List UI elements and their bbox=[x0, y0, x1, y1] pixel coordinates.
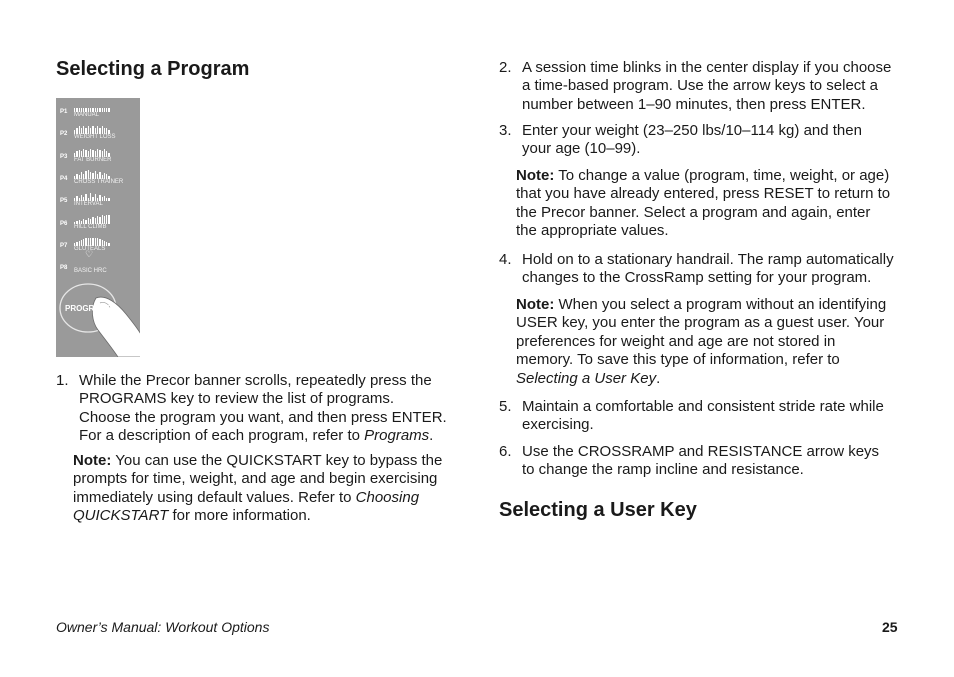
profile-bar bbox=[92, 217, 93, 224]
profile-bar bbox=[99, 108, 100, 112]
note-label: Note: bbox=[516, 167, 555, 184]
program-name: INTERVAL bbox=[74, 201, 103, 208]
step-text bbox=[522, 59, 907, 114]
program-code: P2 bbox=[60, 131, 68, 138]
step-line: PROGRAMS key to review the list of programs. bbox=[79, 390, 395, 408]
profile-bar bbox=[104, 216, 105, 224]
note-line: preferences for weight and age are not stored in bbox=[516, 332, 836, 350]
note-label: Note: bbox=[516, 296, 555, 313]
profile-bar bbox=[97, 149, 98, 157]
step-line: number between 1–90 minutes, then press ENTER. bbox=[522, 95, 866, 113]
text-run: For a description of each program, refer to bbox=[79, 427, 365, 445]
program-code: P6 bbox=[60, 220, 68, 227]
profile-bar bbox=[85, 194, 86, 201]
text-run: for more information. bbox=[168, 507, 311, 525]
note-line: USER key, you enter the program as a guest user. Your bbox=[516, 314, 885, 332]
step-text bbox=[522, 443, 907, 480]
program-code: P7 bbox=[60, 242, 68, 249]
program-code: P1 bbox=[60, 109, 68, 115]
cross-reference: Selecting a User Key bbox=[516, 369, 657, 387]
program-code: P8 bbox=[60, 265, 68, 272]
profile-bar bbox=[106, 242, 107, 246]
profile-bar bbox=[79, 126, 80, 134]
step-number: 3. bbox=[499, 122, 512, 139]
step-number: 6. bbox=[499, 443, 512, 460]
profile-bar bbox=[90, 193, 91, 201]
step-text bbox=[522, 398, 907, 435]
step-number: 4. bbox=[499, 251, 512, 268]
step-line: your age (10–99). bbox=[522, 140, 641, 158]
program-name: BASIC HRC bbox=[74, 268, 107, 275]
note-line bbox=[516, 296, 906, 314]
profile-bar bbox=[99, 172, 100, 179]
step-line: a time-based program. Use the arrow keys to select a bbox=[522, 77, 878, 95]
profile-bar bbox=[97, 238, 98, 246]
program-code: P5 bbox=[60, 198, 68, 205]
step-text bbox=[522, 122, 907, 159]
program-row-p1 bbox=[56, 104, 140, 124]
profile-bar bbox=[102, 108, 103, 112]
step-line: to change the ramp incline and resistance. bbox=[522, 461, 804, 479]
profile-bar bbox=[95, 194, 96, 201]
profile-bar bbox=[106, 108, 107, 112]
program-profile-icon bbox=[74, 237, 110, 246]
program-row-p7 bbox=[56, 238, 140, 258]
note-label: Note: bbox=[73, 452, 112, 469]
profile-bar bbox=[95, 238, 96, 246]
program-profile-icon bbox=[74, 215, 110, 224]
profile-bar bbox=[104, 196, 105, 201]
profile-bar bbox=[90, 149, 91, 157]
program-profile-icon bbox=[74, 125, 110, 134]
step-line: Enter your weight (23–250 lbs/10–114 kg) and then bbox=[522, 122, 862, 139]
program-row-p6 bbox=[56, 216, 140, 236]
step-number: 5. bbox=[499, 398, 512, 415]
profile-bar bbox=[79, 150, 80, 157]
note-line bbox=[516, 167, 906, 185]
profile-bar bbox=[108, 243, 109, 246]
program-row-p2 bbox=[56, 126, 140, 146]
step-line: changes to the CrossRamp setting for your program. bbox=[522, 269, 872, 287]
profile-bar bbox=[104, 149, 105, 157]
step-line: Use the CROSSRAMP and RESISTANCE arrow keys bbox=[522, 443, 880, 460]
profile-bar bbox=[99, 150, 100, 157]
step-line bbox=[79, 427, 459, 445]
profile-bar bbox=[108, 198, 109, 201]
note-line bbox=[73, 489, 463, 507]
cross-reference: QUICKSTART bbox=[73, 507, 169, 525]
profile-bar bbox=[92, 238, 93, 246]
program-code: P4 bbox=[60, 175, 68, 182]
program-name: WEIGHT LOSS bbox=[74, 134, 116, 141]
profile-bar bbox=[85, 238, 86, 246]
program-row-p8 bbox=[56, 260, 140, 280]
profile-bar bbox=[90, 172, 91, 179]
text-run: immediately using default values. Refer to bbox=[73, 488, 356, 506]
step-number: 2. bbox=[499, 59, 512, 76]
profile-bar bbox=[108, 108, 109, 112]
text-run: To change a value (program, time, weight, or age) bbox=[554, 167, 890, 184]
program-name: GLUTEALS bbox=[74, 245, 106, 252]
program-profile-icon bbox=[74, 192, 110, 201]
step-number: 1. bbox=[56, 372, 69, 389]
text-run: You can use the QUICKSTART key to bypass the bbox=[111, 452, 443, 469]
text-run: . bbox=[429, 427, 434, 445]
footer-title: Owner’s Manual: Workout Options bbox=[56, 619, 270, 635]
cross-reference: Choosing bbox=[355, 488, 420, 506]
step-line: Choose the program you want, and then press ENTER. bbox=[79, 408, 447, 426]
profile-bar bbox=[90, 238, 91, 246]
cross-reference: Programs bbox=[364, 427, 430, 445]
profile-bar bbox=[85, 171, 86, 179]
note-line: the appropriate values. bbox=[516, 222, 669, 240]
profile-bar bbox=[106, 198, 107, 201]
program-name: HILL CLIMB bbox=[74, 223, 107, 230]
profile-bar bbox=[102, 126, 103, 134]
text-run: When you select a program without an identifying bbox=[554, 296, 887, 313]
profile-bar bbox=[83, 149, 84, 157]
profile-bar bbox=[108, 215, 109, 224]
note-line: memory. To save this type of information, refer to bbox=[516, 351, 840, 369]
programs-button-label: PROGRAMS bbox=[65, 304, 113, 313]
program-panel-illustration bbox=[56, 98, 140, 357]
note-guest-user bbox=[516, 296, 906, 388]
section-heading-selecting-user-key: Selecting a User Key bbox=[499, 499, 697, 521]
note-line: the Precor banner. Select a program and again, enter bbox=[516, 203, 871, 221]
note-line: prompts for time, weight, and age and begin exercising bbox=[73, 470, 438, 488]
heart-icon: ♡ bbox=[85, 249, 94, 259]
program-name: FAT BURNER bbox=[74, 156, 112, 163]
note-line bbox=[73, 452, 463, 470]
profile-bar bbox=[81, 172, 82, 179]
profile-bar bbox=[83, 239, 84, 246]
note-reset bbox=[516, 167, 906, 241]
program-profile-icon bbox=[74, 170, 110, 179]
profile-bar bbox=[92, 150, 93, 157]
step-1 bbox=[56, 372, 456, 448]
program-name: CROSS TRAINER bbox=[74, 178, 124, 185]
text-run: . bbox=[656, 369, 661, 387]
profile-bar bbox=[83, 126, 84, 134]
program-profile-icon bbox=[74, 148, 110, 157]
profile-bar bbox=[92, 126, 93, 134]
profile-bar bbox=[88, 170, 89, 179]
note-quickstart bbox=[73, 452, 463, 526]
program-row-p3 bbox=[56, 149, 140, 169]
program-name: MANUAL bbox=[74, 112, 100, 118]
profile-bar bbox=[104, 108, 105, 112]
program-row-p5 bbox=[56, 193, 140, 213]
step-line: exercising. bbox=[522, 416, 594, 434]
program-code: P3 bbox=[60, 153, 68, 160]
step-line: Hold on to a stationary handrail. The ramp automatically bbox=[522, 251, 894, 268]
profile-bar bbox=[102, 215, 103, 224]
note-line bbox=[516, 370, 906, 388]
step-text bbox=[79, 372, 459, 446]
profile-bar bbox=[99, 217, 100, 224]
profile-bar bbox=[88, 126, 89, 134]
step-line: Maintain a comfortable and consistent stride rate while bbox=[522, 398, 884, 415]
note-line bbox=[73, 507, 463, 525]
profile-bar bbox=[97, 216, 98, 224]
step-line: While the Precor banner scrolls, repeatedly press the bbox=[79, 372, 432, 389]
profile-bar bbox=[88, 238, 89, 246]
profile-bar bbox=[97, 126, 98, 134]
step-line: A session time blinks in the center display if you choose bbox=[522, 59, 892, 76]
profile-bar bbox=[85, 150, 86, 157]
program-row-p4 bbox=[56, 171, 140, 191]
section-heading-selecting-program: Selecting a Program bbox=[56, 58, 250, 80]
program-profile-icon bbox=[74, 103, 110, 112]
profile-bar bbox=[99, 239, 100, 246]
note-line: that you have already entered, press RESET to return to bbox=[516, 185, 891, 203]
step-text bbox=[522, 251, 907, 288]
profile-bar bbox=[106, 215, 107, 224]
profile-bar bbox=[95, 171, 96, 179]
page-number: 25 bbox=[882, 619, 898, 635]
